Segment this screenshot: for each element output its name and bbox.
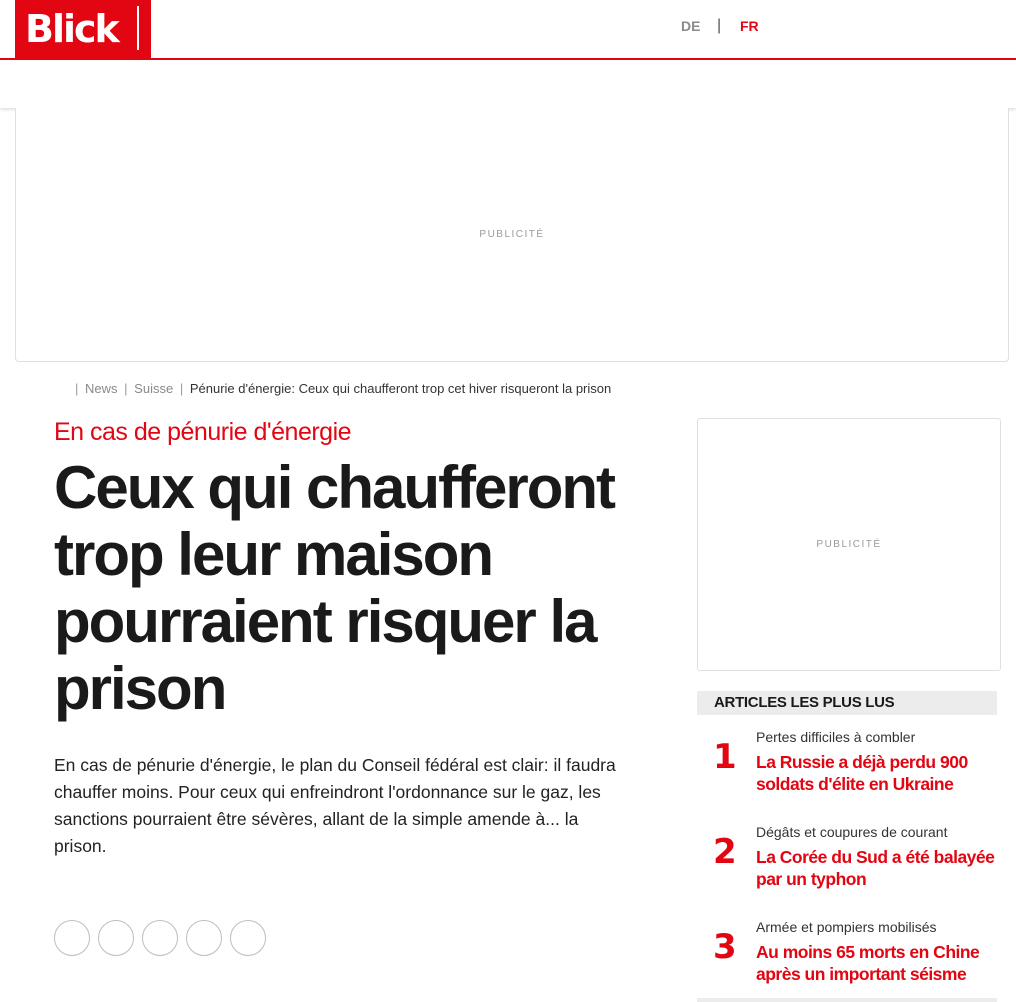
share-button-4[interactable] bbox=[186, 920, 222, 956]
breadcrumb-news[interactable]: News bbox=[85, 381, 118, 396]
most-read-title[interactable]: La Russie a déjà perdu 900 soldats d'élite en Ukraine bbox=[756, 752, 968, 794]
most-read-heading: ARTICLES LES PLUS LUS bbox=[697, 691, 997, 715]
breadcrumb-separator: | bbox=[124, 381, 128, 396]
site-header bbox=[0, 0, 1016, 60]
ad-banner-top[interactable] bbox=[15, 108, 1009, 362]
ad-label: PUBLICITÉ bbox=[816, 539, 882, 550]
share-button-5[interactable] bbox=[230, 920, 266, 956]
most-read-kicker: Armée et pompiers mobilisés bbox=[756, 919, 937, 935]
breadcrumb-separator: | bbox=[179, 381, 184, 396]
most-read-title[interactable]: La Corée du Sud a été balayée par un typhon bbox=[756, 847, 995, 889]
most-read-bottom-divider bbox=[697, 998, 997, 1002]
article-lead: En cas de pénurie d'énergie, le plan du Conseil fédéral est clair: il faudra chauffer moins. Pour ceux qui enfreindront l'ordonnance sur le gaz, les sanctions pourraient être sévères, allant de la simple amende à... la prison. bbox=[54, 755, 616, 856]
share-button-3[interactable] bbox=[142, 920, 178, 956]
article-kicker: En cas de pénurie d'énergie bbox=[54, 418, 352, 446]
logo-text: Blick bbox=[25, 7, 118, 51]
breadcrumb-separator: | bbox=[75, 381, 79, 396]
most-read-item[interactable] bbox=[697, 919, 997, 999]
most-read-title[interactable]: Au moins 65 morts en Chine après un important séisme bbox=[756, 942, 980, 984]
most-read-item[interactable] bbox=[697, 824, 997, 904]
sub-navigation-bar bbox=[0, 60, 1016, 108]
most-read-rank: 1 bbox=[713, 737, 737, 777]
share-button-2[interactable] bbox=[98, 920, 134, 956]
breadcrumb-current: Pénurie d'énergie: Ceux qui chaufferont trop cet hiver risqueront la prison bbox=[189, 381, 612, 396]
most-read-kicker: Dégâts et coupures de courant bbox=[756, 824, 948, 840]
lang-separator: | bbox=[717, 17, 722, 34]
ad-label: PUBLICITÉ bbox=[479, 229, 545, 240]
most-read-rank: 2 bbox=[713, 832, 737, 872]
breadcrumb bbox=[72, 381, 611, 396]
breadcrumb-suisse[interactable]: Suisse bbox=[134, 381, 174, 396]
share-button-1[interactable] bbox=[54, 920, 90, 956]
most-read-kicker: Pertes difficiles à combler bbox=[756, 729, 916, 745]
share-buttons bbox=[54, 920, 266, 956]
most-read-rank: 3 bbox=[713, 927, 737, 967]
blick-logo[interactable] bbox=[15, 0, 151, 58]
logo-bar bbox=[137, 6, 139, 50]
article-title: Ceux qui chaufferont trop leur maison pourraient risquer la prison bbox=[54, 454, 615, 722]
ad-banner-side[interactable] bbox=[697, 418, 1001, 671]
lang-fr-link[interactable]: FR bbox=[740, 18, 759, 34]
most-read-item[interactable] bbox=[697, 729, 997, 809]
lang-de-link[interactable]: DE bbox=[681, 18, 701, 34]
